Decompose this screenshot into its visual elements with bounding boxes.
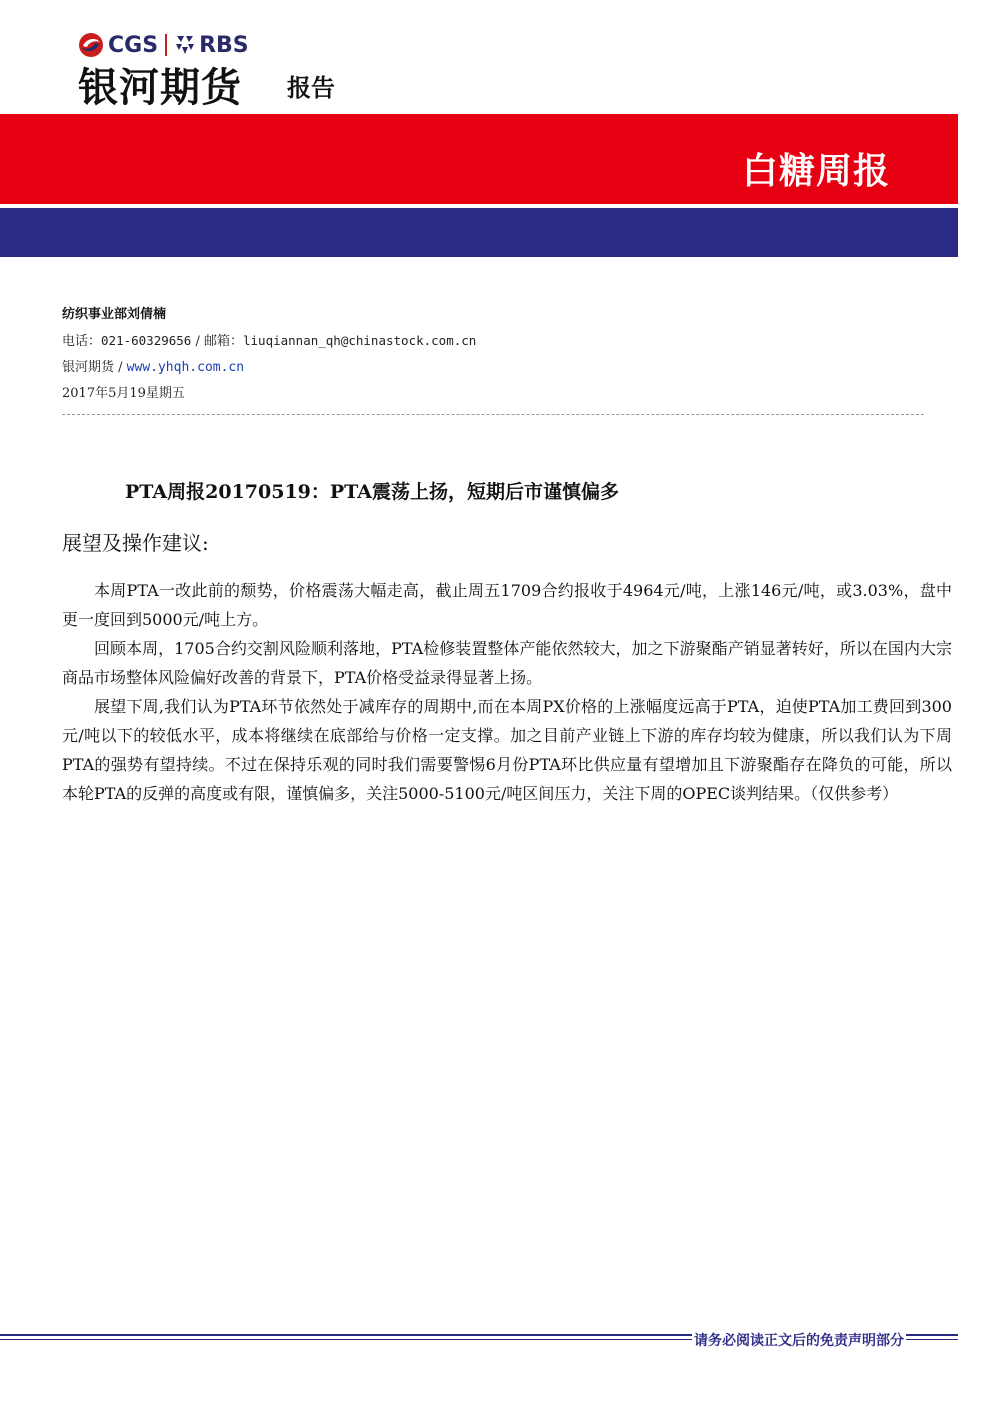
report-date: 2017年5月19星期五 (62, 386, 185, 401)
dashed-divider (62, 414, 924, 415)
cgs-emblem-icon (78, 32, 104, 58)
banner-title: 白糖周报 (741, 151, 890, 192)
logo-cgs-text: CGS (108, 32, 159, 58)
section-heading: 展望及操作建议: (62, 531, 209, 555)
phone-label: 电话： (62, 334, 102, 349)
logo-divider (165, 34, 167, 56)
brand-logo (78, 30, 249, 60)
website-link[interactable]: www.yhqh.com.cn (126, 360, 245, 375)
article-title: PTA周报20170519：PTA震荡上扬，短期后市谨慎偏多 (125, 481, 620, 503)
paragraph: 回顾本周，1705合约交割风险顺利落地，PTA检修装置整体产能依然较大，加之下游聚酯产销显著转好，所以在国内大宗商品市场整体风险偏好改善的背景下，PTA价格受益录得显著上扬。 (62, 639, 952, 687)
phone-number: 021-60329656 (101, 333, 192, 348)
article-body (62, 576, 952, 808)
email-label: 邮箱： (203, 334, 243, 349)
author-info (62, 302, 476, 407)
paragraph: 本周PTA一改此前的颓势，价格震荡大幅走高，截止周五1709合约报收于4964元/吨，上涨146元/吨，或3.03%，盘中更一度回到5000元/吨上方。 (62, 581, 952, 629)
paragraph: 展望下周,我们认为PTA环节依然处于减库存的周期中,而在本周PX价格的上涨幅度远高于PTA，迫使PTA加工费回到300元/吨以下的较低水平，成本将继续在底部给与价格一定支撑。加之目前产业链上下游的库存均较为健康，所以我们认为下周PTA的强势有望持续。不过在保持乐观的同时我们需要警惕6月份PTA环比供应量有望增加且下游聚酯存在降负的可能，所以本轮PTA的反弹的高度或有限，谨慎偏多，关注5000-5100元/吨区间压力，关注下周的OPEC谈判结果。（仅供参考） (62, 697, 952, 803)
company-line (62, 355, 476, 381)
email-address[interactable]: liuqiannan_qh@chinastock.com.cn (243, 333, 477, 348)
disclaimer-note: 请务必阅读正文后的免责声明部分 (692, 1330, 906, 1352)
company-separator: / (114, 360, 127, 375)
contact-separator: / (191, 334, 204, 349)
company-name: 银河期货 (78, 65, 242, 111)
blue-banner (0, 208, 958, 257)
title-banner (0, 114, 958, 204)
rbs-emblem-icon (174, 34, 196, 56)
company-text: 银河期货 (62, 360, 115, 375)
report-label: 报告 (287, 74, 335, 102)
logo-rbs-text: RBS (199, 32, 249, 58)
contact-line (62, 328, 476, 355)
author-department: 纺织事业部刘倩楠 (62, 307, 167, 322)
